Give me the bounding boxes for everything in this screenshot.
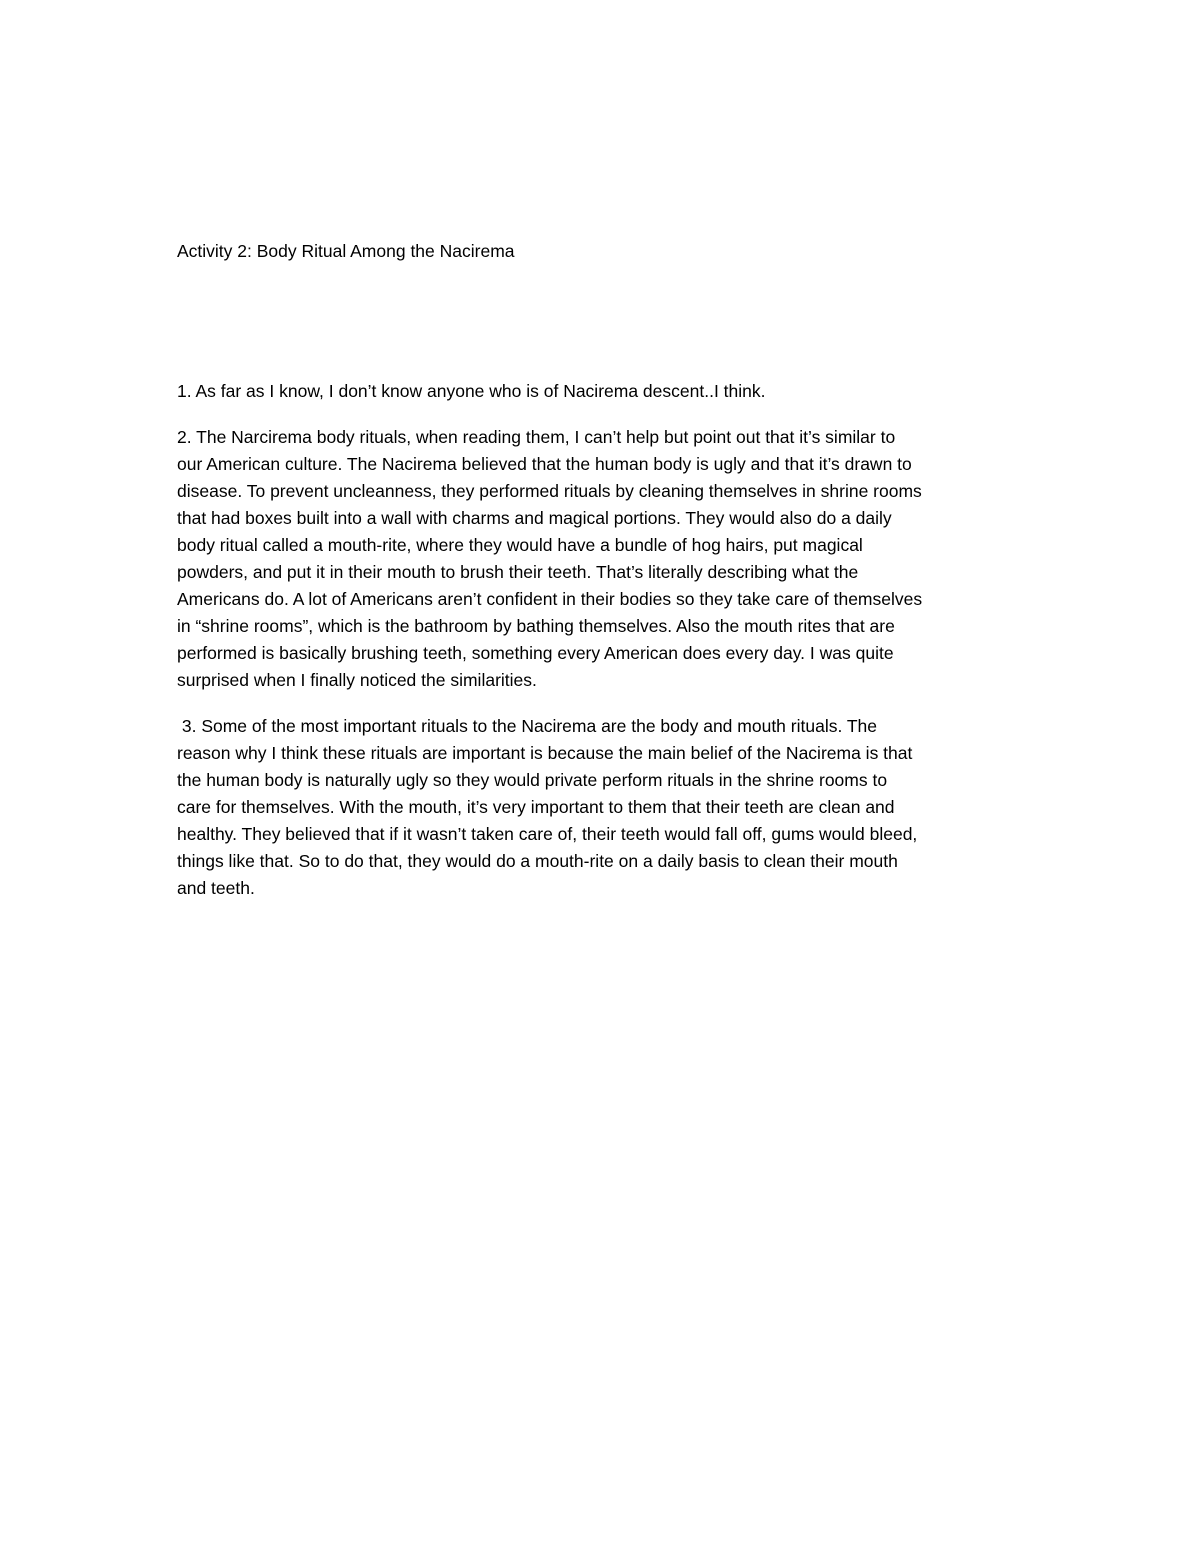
answer-2-line: in “shrine rooms”, which is the bathroom by bathing themselves. Also the mouth rites that are bbox=[177, 616, 895, 636]
answer-2 bbox=[177, 424, 1037, 694]
answer-3-line: healthy. They believed that if it wasn’t taken care of, their teeth would fall off, gums would bleed, bbox=[177, 824, 918, 844]
answer-3-line: and teeth. bbox=[177, 878, 255, 898]
answer-3 bbox=[177, 713, 1037, 902]
answer-2-line: performed is basically brushing teeth, something every American does every day. I was quite bbox=[177, 643, 894, 663]
answer-3-line: the human body is naturally ugly so they would private perform rituals in the shrine rooms to bbox=[177, 770, 888, 790]
answer-2-line: that had boxes built into a wall with charms and magical portions. They would also do a daily bbox=[177, 508, 892, 528]
answer-2-line: Americans do. A lot of Americans aren’t confident in their bodies so they take care of themselves bbox=[177, 589, 923, 609]
answer-1 bbox=[177, 378, 1037, 405]
answer-3-line: things like that. So to do that, they would do a mouth-rite on a daily basis to clean their mouth bbox=[177, 851, 898, 871]
answer-2-line: body ritual called a mouth-rite, where they would have a bundle of hog hairs, put magical bbox=[177, 535, 863, 555]
answer-3-line: reason why I think these rituals are important is because the main belief of the Nacirema is that bbox=[177, 743, 913, 763]
document-title: Activity 2: Body Ritual Among the Nacirema bbox=[177, 241, 515, 261]
answer-1-line: 1. As far as I know, I don’t know anyone who is of Nacirema descent..I think. bbox=[177, 381, 766, 401]
answer-2-line: surprised when I finally noticed the similarities. bbox=[177, 670, 537, 690]
answer-2-line: our American culture. The Nacirema believed that the human body is ugly and that it’s drawn to bbox=[177, 454, 912, 474]
answer-2-line: 2. The Narcirema body rituals, when reading them, I can’t help but point out that it’s similar to bbox=[177, 427, 896, 447]
answer-3-line: care for themselves. With the mouth, it’s very important to them that their teeth are clean and bbox=[177, 797, 895, 817]
answer-2-line: disease. To prevent uncleanness, they performed rituals by cleaning themselves in shrine rooms bbox=[177, 481, 922, 501]
answer-2-line: powders, and put it in their mouth to brush their teeth. That’s literally describing what the bbox=[177, 562, 859, 582]
answer-3-line: 3. Some of the most important rituals to the Nacirema are the body and mouth rituals. The bbox=[177, 716, 878, 736]
